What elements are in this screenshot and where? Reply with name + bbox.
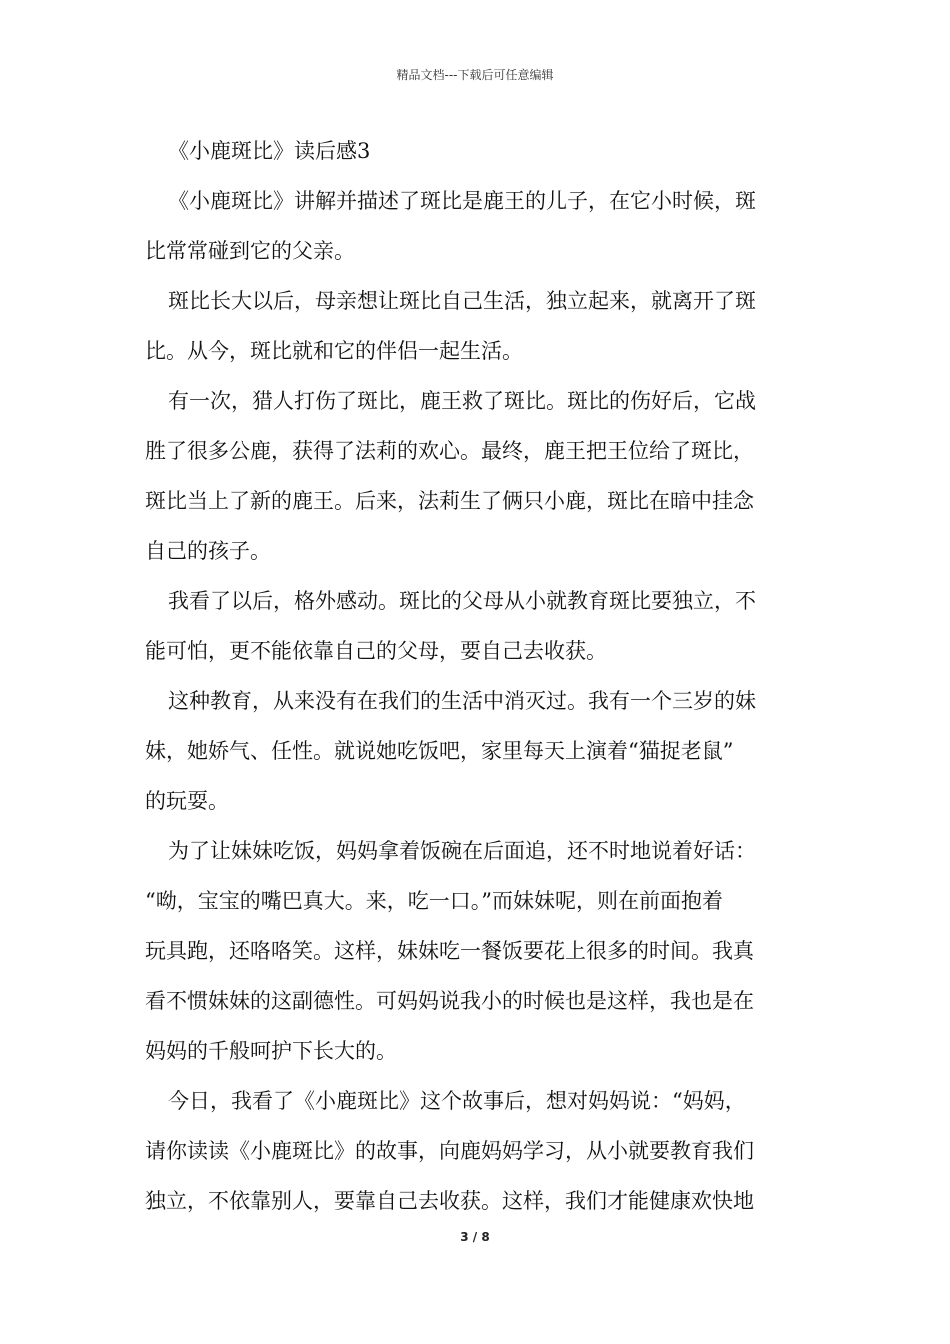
text-line: “呦，宝宝的嘴巴真大。来，吃一口。”而妹妹呢，则在前面抱着 bbox=[145, 889, 723, 913]
text-line: 为了让妹妹吃饭，妈妈拿着饭碗在后面追，还不时地说着好话： bbox=[168, 839, 756, 863]
page-header: 精品文档---下载后可任意编辑 bbox=[396, 68, 554, 82]
text-line: 看不惯妹妹的这副德性。可妈妈说我小的时候也是这样，我也是在 bbox=[145, 989, 754, 1013]
text-line: 《小鹿斑比》讲解并描述了斑比是鹿王的儿子，在它小时候，斑 bbox=[168, 189, 756, 213]
text-line: 斑比长大以后，母亲想让斑比自己生活，独立起来，就离开了斑 bbox=[168, 289, 756, 313]
text-line: 妹，她娇气、任性。就说她吃饭吧，家里每天上演着“猫捉老鼠” bbox=[145, 739, 734, 763]
text-line: 独立，不依靠别人，要靠自己去收获。这样，我们才能健康欢快地 bbox=[145, 1189, 754, 1213]
text-line: 有一次，猎人打伤了斑比，鹿王救了斑比。斑比的伤好后，它战 bbox=[168, 389, 756, 413]
text-line: 我看了以后，格外感动。斑比的父母从小就教育斑比要独立，不 bbox=[168, 589, 756, 613]
text-line: 今日，我看了《小鹿斑比》这个故事后，想对妈妈说：“妈妈， bbox=[168, 1089, 746, 1113]
text-line: 妈妈的千般呵护下长大的。 bbox=[145, 1039, 397, 1063]
text-line: 比常常碰到它的父亲。 bbox=[145, 239, 355, 263]
text-line: 比。从今，斑比就和它的伴侣一起生活。 bbox=[145, 339, 523, 363]
text-line: 请你读读《小鹿斑比》的故事，向鹿妈妈学习，从小就要教育我们 bbox=[145, 1139, 754, 1163]
text-line: 的玩耍。 bbox=[145, 789, 229, 813]
text-line: 能可怕，更不能依靠自己的父母，要自己去收获。 bbox=[145, 639, 607, 663]
text-line: 这种教育，从来没有在我们的生活中消灭过。我有一个三岁的妹 bbox=[168, 689, 756, 713]
text-line: 玩具跑，还咯咯笑。这样，妹妹吃一餐饭要花上很多的时间。我真 bbox=[145, 939, 754, 963]
text-line: 胜了很多公鹿，获得了法莉的欢心。最终，鹿王把王位给了斑比， bbox=[145, 439, 754, 463]
page-number: 3 / 8 bbox=[460, 1230, 490, 1244]
text-line: 斑比当上了新的鹿王。后来，法莉生了俩只小鹿，斑比在暗中挂念 bbox=[145, 489, 754, 513]
text-line: 自己的孩子。 bbox=[145, 539, 271, 563]
document-title: 《小鹿斑比》读后感3 bbox=[168, 139, 371, 163]
